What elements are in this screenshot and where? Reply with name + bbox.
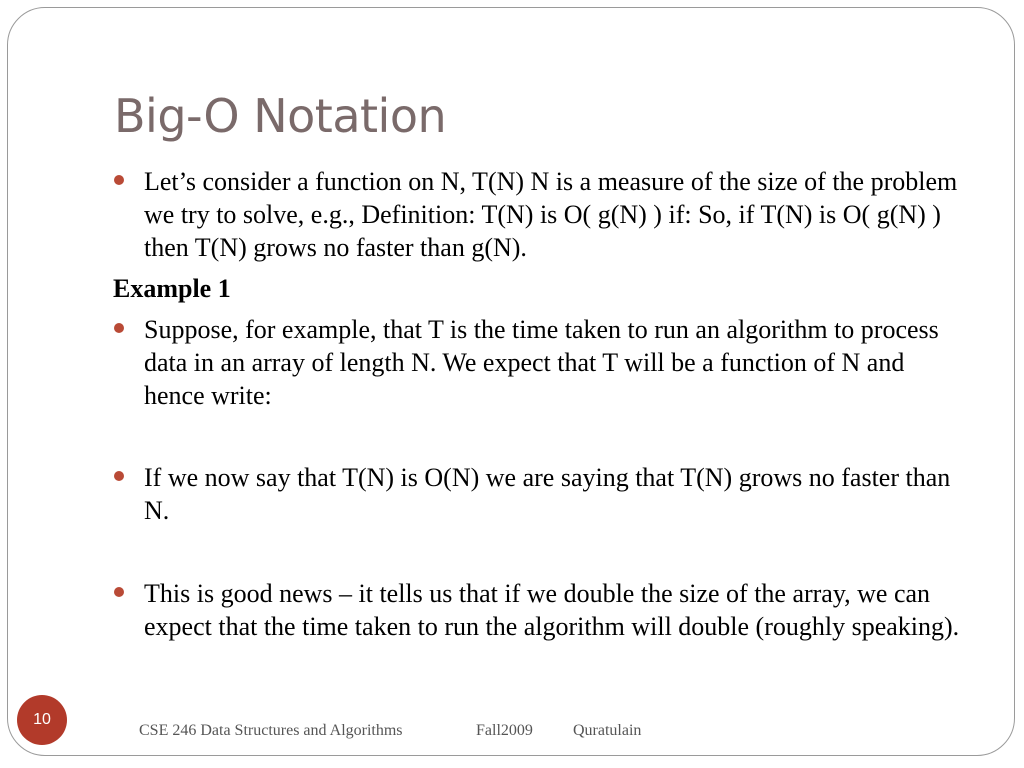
bullet-item-example <box>113 313 963 412</box>
bullet-dot-icon <box>114 587 124 597</box>
bullet-text: If we now say that T(N) is O(N) we are saying that T(N) grows no faster than N. <box>144 463 951 525</box>
bullet-item-definition <box>113 165 963 264</box>
bullet-text: This is good news – it tells us that if we double the size of the array, we can expect that the time taken to run the algorithm will double (roughly speaking). <box>144 579 960 641</box>
bullet-text: Let’s consider a function on N, T(N) N is a measure of the size of the problem we try to solve, e.g., Definition: T(N) is O( g(N) ) if: So, if T(N) is O( g(N) ) then T(N) grows no faster than g(N). <box>144 167 958 262</box>
bullet-dot-icon <box>114 471 124 481</box>
footer-author: Quratulain <box>573 722 642 739</box>
bullet-dot-icon <box>114 175 124 185</box>
slide-title: Big-O Notation <box>114 89 447 143</box>
footer-term: Fall2009 <box>476 722 533 739</box>
slide-content <box>113 165 963 643</box>
example-heading: Example 1 <box>113 274 231 303</box>
bullet-item-big-o-claim <box>113 461 963 527</box>
footer-course: CSE 246 Data Structures and Algorithms <box>139 722 403 739</box>
bullet-text: Suppose, for example, that T is the time taken to run an algorithm to process data in an array of length N. We expect that T will be a function of N and hence write: <box>144 315 939 410</box>
bullet-dot-icon <box>114 323 124 333</box>
slide-number-badge: 10 <box>17 695 67 745</box>
bullet-item-good-news <box>113 577 963 643</box>
